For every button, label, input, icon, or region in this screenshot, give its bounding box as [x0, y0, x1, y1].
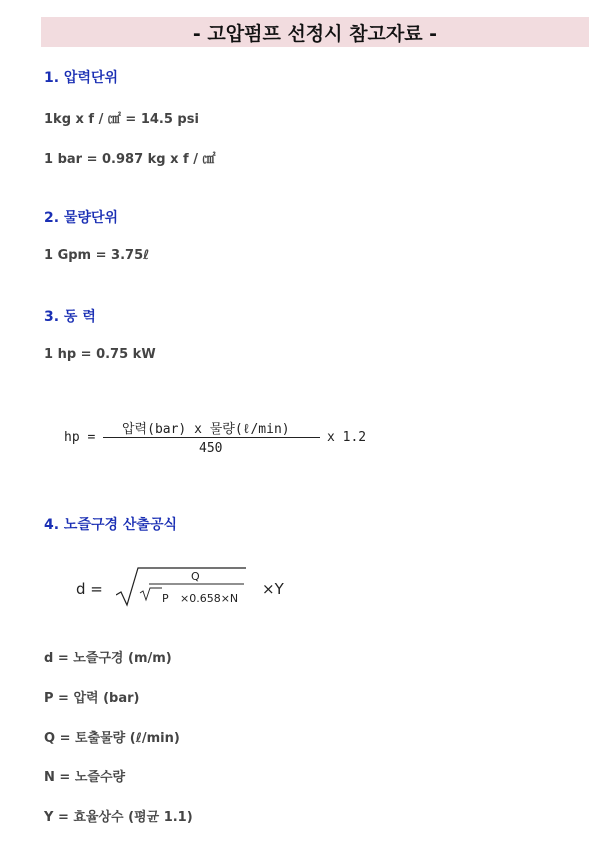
- pressure-unit-line-1: 1kg x f / ㎠ = 14.5 psi: [44, 112, 199, 127]
- nozzle-def-p: P = 압력 (bar): [44, 691, 140, 706]
- section-heading-nozzle-formula: 4. 노즐구경 산출공식: [44, 517, 177, 533]
- flow-unit-line-1: 1 Gpm = 3.75ℓ: [44, 248, 150, 263]
- nozzle-formula-numerator: Q: [191, 570, 200, 583]
- nozzle-def-n: N = 노즐수량: [44, 770, 126, 785]
- nozzle-def-d: d = 노즐구경 (m/m): [44, 651, 172, 666]
- pressure-unit-line-2: 1 bar = 0.987 kg x f / ㎠: [44, 152, 216, 167]
- nozzle-def-y: Y = 효율상수 (평균 1.1): [44, 810, 193, 825]
- section-heading-pressure-units: 1. 압력단위: [44, 70, 119, 86]
- nozzle-formula-multiplier: ×Y: [262, 580, 284, 598]
- hp-formula-multiplier: x 1.2: [327, 430, 367, 445]
- section-heading-flow-units: 2. 물량단위: [44, 210, 119, 226]
- nozzle-formula-sqrt-p: P: [162, 592, 169, 605]
- nozzle-def-q: Q = 토출물량 (ℓ/min): [44, 731, 180, 746]
- nozzle-formula-lhs: d =: [76, 580, 103, 598]
- hp-formula-numerator: 압력(bar) x 물량(ℓ/min): [122, 422, 290, 437]
- page-title-bar: [41, 17, 589, 47]
- hp-formula-denominator: 450: [199, 441, 223, 456]
- page-title: - 고압펌프 선정시 참고자료 -: [192, 22, 438, 45]
- power-line-1: 1 hp = 0.75 kW: [44, 347, 156, 362]
- hp-formula-fraction-bar: [103, 437, 320, 438]
- section-heading-power: 3. 동 력: [44, 309, 96, 325]
- nozzle-formula-denominator: ×0.658×N: [180, 592, 239, 605]
- hp-formula-lhs: hp =: [64, 430, 96, 445]
